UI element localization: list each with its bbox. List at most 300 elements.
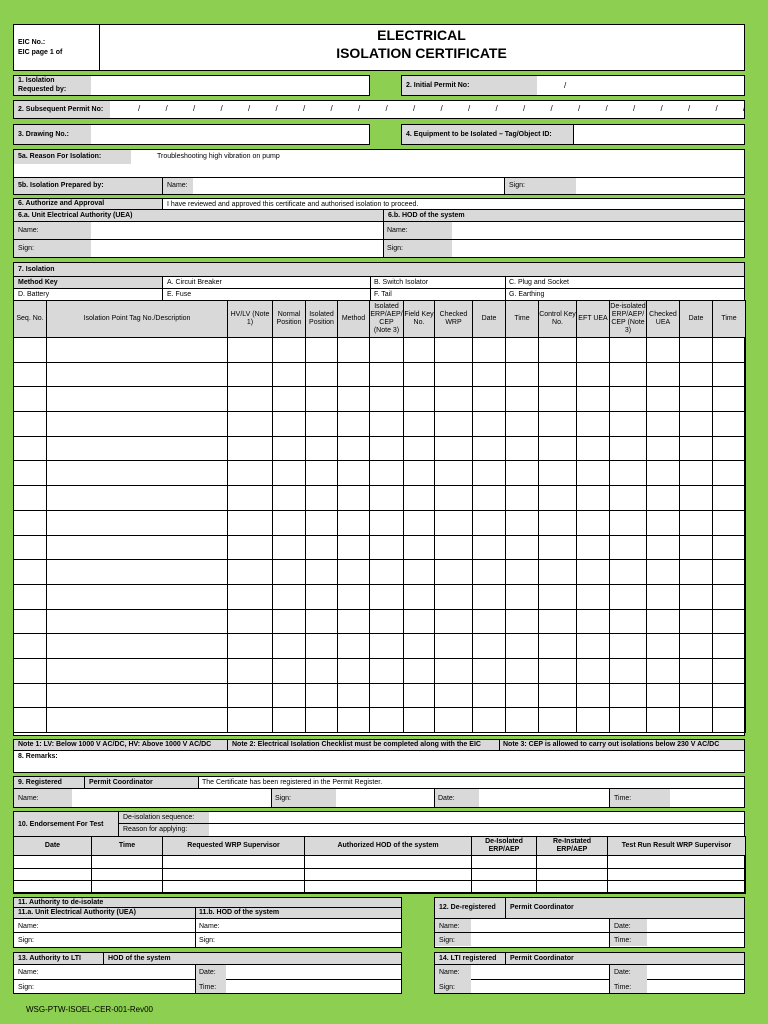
endorsement-cell[interactable] (305, 868, 472, 881)
isolation-cell[interactable] (338, 683, 370, 708)
isolation-cell[interactable] (539, 634, 577, 659)
isolation-cell[interactable] (404, 683, 435, 708)
isolation-cell[interactable] (435, 658, 473, 683)
deisolate-uea-name-field[interactable] (44, 919, 194, 932)
deisolate-hod-name-field[interactable] (226, 919, 401, 932)
endorsement-cell[interactable] (14, 881, 92, 894)
isolation-cell[interactable] (228, 683, 273, 708)
isolation-cell[interactable] (14, 683, 47, 708)
isolation-cell[interactable] (680, 436, 713, 461)
isolation-cell[interactable] (435, 362, 473, 387)
isolation-cell[interactable] (713, 658, 746, 683)
isolation-cell[interactable] (228, 362, 273, 387)
isolation-cell[interactable] (647, 486, 680, 511)
isolation-cell[interactable] (577, 510, 610, 535)
isolation-cell[interactable] (14, 436, 47, 461)
isolation-cell[interactable] (273, 486, 306, 511)
isolation-cell[interactable] (577, 461, 610, 486)
isolation-cell[interactable] (273, 708, 306, 733)
endorsement-cell[interactable] (305, 856, 472, 869)
isolation-cell[interactable] (228, 461, 273, 486)
isolation-cell[interactable] (338, 584, 370, 609)
isolation-cell[interactable] (610, 510, 647, 535)
drawing-field[interactable] (92, 125, 369, 144)
isolation-cell[interactable] (713, 362, 746, 387)
isolation-cell[interactable] (680, 412, 713, 437)
isolation-cell[interactable] (610, 362, 647, 387)
isolation-cell[interactable] (647, 683, 680, 708)
uea-sign-field[interactable] (92, 240, 383, 257)
isolation-cell[interactable] (404, 634, 435, 659)
isolation-cell[interactable] (539, 436, 577, 461)
isolation-cell[interactable] (306, 634, 338, 659)
isolation-cell[interactable] (306, 387, 338, 412)
isolation-cell[interactable] (610, 609, 647, 634)
isolation-cell[interactable] (435, 634, 473, 659)
isolation-cell[interactable] (680, 510, 713, 535)
isolation-cell[interactable] (577, 486, 610, 511)
isolation-cell[interactable] (713, 412, 746, 437)
isolation-cell[interactable] (647, 535, 680, 560)
endorsement-cell[interactable] (608, 856, 746, 869)
hod-name-field[interactable] (453, 222, 744, 239)
isolation-cell[interactable] (647, 708, 680, 733)
isolation-cell[interactable] (338, 486, 370, 511)
isolation-cell[interactable] (539, 584, 577, 609)
isolation-cell[interactable] (338, 708, 370, 733)
endorsement-cell[interactable] (472, 868, 537, 881)
isolation-cell[interactable] (610, 486, 647, 511)
isolation-cell[interactable] (404, 609, 435, 634)
isolation-cell[interactable] (370, 683, 404, 708)
isolation-cell[interactable] (680, 634, 713, 659)
isolation-cell[interactable] (273, 338, 306, 363)
endorsement-cell[interactable] (14, 856, 92, 869)
isolation-cell[interactable] (610, 683, 647, 708)
isolation-cell[interactable] (404, 338, 435, 363)
isolation-cell[interactable] (228, 510, 273, 535)
isolation-cell[interactable] (647, 609, 680, 634)
isolation-cell[interactable] (577, 560, 610, 585)
endorsement-cell[interactable] (472, 856, 537, 869)
isolation-cell[interactable] (539, 387, 577, 412)
isolation-cell[interactable] (14, 461, 47, 486)
isolation-cell[interactable] (680, 708, 713, 733)
endorsement-cell[interactable] (537, 868, 608, 881)
subsequent-permit-field[interactable] (111, 101, 744, 118)
deregistered-date-field[interactable] (648, 919, 744, 932)
isolation-cell[interactable] (228, 412, 273, 437)
isolation-cell[interactable] (338, 658, 370, 683)
isolation-cell[interactable] (273, 461, 306, 486)
isolation-cell[interactable] (273, 412, 306, 437)
isolation-cell[interactable] (713, 683, 746, 708)
isolation-cell[interactable] (370, 584, 404, 609)
isolation-cell[interactable] (506, 584, 539, 609)
isolation-cell[interactable] (273, 362, 306, 387)
isolation-cell[interactable] (713, 584, 746, 609)
isolation-cell[interactable] (577, 535, 610, 560)
isolation-cell[interactable] (47, 634, 228, 659)
isolation-cell[interactable] (680, 338, 713, 363)
isolation-cell[interactable] (539, 560, 577, 585)
isolation-cell[interactable] (228, 708, 273, 733)
isolation-cell[interactable] (338, 560, 370, 585)
hod-sign-field[interactable] (453, 240, 744, 257)
isolation-cell[interactable] (680, 584, 713, 609)
isolation-cell[interactable] (680, 560, 713, 585)
isolation-cell[interactable] (273, 436, 306, 461)
isolation-cell[interactable] (680, 387, 713, 412)
isolation-cell[interactable] (306, 338, 338, 363)
isolation-cell[interactable] (539, 362, 577, 387)
isolation-cell[interactable] (506, 436, 539, 461)
isolation-cell[interactable] (228, 436, 273, 461)
isolation-cell[interactable] (473, 412, 506, 437)
isolation-cell[interactable] (647, 560, 680, 585)
isolation-cell[interactable] (228, 387, 273, 412)
lti-registered-date-field[interactable] (648, 965, 744, 979)
isolation-cell[interactable] (435, 560, 473, 585)
isolation-cell[interactable] (370, 634, 404, 659)
isolation-cell[interactable] (435, 584, 473, 609)
isolation-cell[interactable] (680, 609, 713, 634)
isolation-cell[interactable] (577, 658, 610, 683)
isolation-cell[interactable] (435, 461, 473, 486)
endorsement-cell[interactable] (92, 881, 163, 894)
isolation-cell[interactable] (404, 510, 435, 535)
isolation-cell[interactable] (577, 412, 610, 437)
isolation-cell[interactable] (506, 560, 539, 585)
isolation-cell[interactable] (647, 584, 680, 609)
isolation-cell[interactable] (14, 634, 47, 659)
deregistered-sign-field[interactable] (472, 933, 609, 946)
deisolation-sequence-field[interactable] (210, 812, 744, 823)
isolation-cell[interactable] (610, 658, 647, 683)
isolation-cell[interactable] (14, 486, 47, 511)
isolation-cell[interactable] (506, 510, 539, 535)
isolation-cell[interactable] (539, 510, 577, 535)
isolation-cell[interactable] (306, 461, 338, 486)
isolation-cell[interactable] (14, 560, 47, 585)
isolation-cell[interactable] (228, 609, 273, 634)
registered-date-field[interactable] (480, 789, 609, 807)
isolation-cell[interactable] (680, 535, 713, 560)
isolation-cell[interactable] (647, 412, 680, 437)
isolation-cell[interactable] (47, 708, 228, 733)
isolation-cell[interactable] (435, 412, 473, 437)
isolation-cell[interactable] (404, 461, 435, 486)
isolation-cell[interactable] (539, 461, 577, 486)
isolation-cell[interactable] (14, 535, 47, 560)
isolation-cell[interactable] (306, 560, 338, 585)
isolation-requested-field[interactable] (92, 76, 369, 95)
isolation-cell[interactable] (306, 708, 338, 733)
lti-authority-date-field[interactable] (227, 965, 401, 979)
lti-registered-name-field[interactable] (472, 965, 609, 979)
endorsement-cell[interactable] (14, 868, 92, 881)
isolation-cell[interactable] (306, 510, 338, 535)
isolation-cell[interactable] (47, 412, 228, 437)
isolation-cell[interactable] (506, 387, 539, 412)
isolation-cell[interactable] (506, 683, 539, 708)
isolation-cell[interactable] (473, 486, 506, 511)
isolation-cell[interactable] (473, 560, 506, 585)
isolation-cell[interactable] (404, 658, 435, 683)
isolation-cell[interactable] (306, 609, 338, 634)
isolation-cell[interactable] (14, 387, 47, 412)
deisolate-hod-sign-field[interactable] (226, 933, 401, 946)
isolation-cell[interactable] (228, 584, 273, 609)
isolation-cell[interactable] (404, 535, 435, 560)
endorsement-cell[interactable] (163, 868, 305, 881)
isolation-cell[interactable] (647, 338, 680, 363)
isolation-cell[interactable] (404, 436, 435, 461)
endorsement-cell[interactable] (608, 881, 746, 894)
isolation-cell[interactable] (506, 535, 539, 560)
isolation-cell[interactable] (404, 362, 435, 387)
isolation-cell[interactable] (370, 560, 404, 585)
isolation-cell[interactable] (506, 412, 539, 437)
isolation-cell[interactable] (338, 535, 370, 560)
isolation-cell[interactable] (306, 362, 338, 387)
isolation-cell[interactable] (47, 461, 228, 486)
isolation-cell[interactable] (47, 658, 228, 683)
isolation-cell[interactable] (577, 634, 610, 659)
isolation-cell[interactable] (370, 362, 404, 387)
isolation-cell[interactable] (473, 535, 506, 560)
isolation-cell[interactable] (273, 683, 306, 708)
isolation-cell[interactable] (338, 338, 370, 363)
isolation-cell[interactable] (539, 609, 577, 634)
isolation-cell[interactable] (610, 436, 647, 461)
endorsement-cell[interactable] (472, 881, 537, 894)
isolation-cell[interactable] (370, 387, 404, 412)
registered-name-field[interactable] (73, 789, 271, 807)
lti-authority-time-field[interactable] (227, 980, 401, 993)
isolation-cell[interactable] (14, 708, 47, 733)
uea-name-field[interactable] (92, 222, 383, 239)
isolation-cell[interactable] (435, 609, 473, 634)
isolation-cell[interactable] (539, 338, 577, 363)
isolation-cell[interactable] (680, 486, 713, 511)
isolation-cell[interactable] (713, 560, 746, 585)
isolation-cell[interactable] (435, 683, 473, 708)
isolation-cell[interactable] (273, 535, 306, 560)
isolation-cell[interactable] (506, 461, 539, 486)
lti-authority-name-field[interactable] (44, 965, 194, 979)
isolation-cell[interactable] (610, 338, 647, 363)
endorsement-cell[interactable] (163, 856, 305, 869)
isolation-cell[interactable] (228, 560, 273, 585)
isolation-cell[interactable] (647, 387, 680, 412)
deregistered-time-field[interactable] (648, 933, 744, 946)
isolation-cell[interactable] (473, 634, 506, 659)
isolation-cell[interactable] (14, 338, 47, 363)
isolation-cell[interactable] (647, 362, 680, 387)
isolation-cell[interactable] (610, 634, 647, 659)
isolation-cell[interactable] (370, 535, 404, 560)
prepared-sign-field[interactable] (577, 178, 744, 194)
lti-registered-time-field[interactable] (648, 980, 744, 993)
prepared-name-field[interactable] (194, 178, 504, 194)
isolation-cell[interactable] (506, 658, 539, 683)
isolation-cell[interactable] (14, 510, 47, 535)
isolation-cell[interactable] (713, 387, 746, 412)
isolation-cell[interactable] (47, 338, 228, 363)
isolation-cell[interactable] (647, 461, 680, 486)
equipment-field[interactable] (574, 125, 744, 144)
isolation-cell[interactable] (306, 436, 338, 461)
isolation-cell[interactable] (473, 708, 506, 733)
isolation-cell[interactable] (306, 412, 338, 437)
isolation-cell[interactable] (306, 584, 338, 609)
isolation-cell[interactable] (713, 436, 746, 461)
isolation-cell[interactable] (647, 634, 680, 659)
isolation-cell[interactable] (680, 461, 713, 486)
endorsement-cell[interactable] (92, 868, 163, 881)
isolation-cell[interactable] (539, 658, 577, 683)
isolation-cell[interactable] (404, 486, 435, 511)
isolation-cell[interactable] (506, 634, 539, 659)
isolation-cell[interactable] (647, 658, 680, 683)
lti-registered-sign-field[interactable] (472, 980, 609, 993)
isolation-cell[interactable] (435, 436, 473, 461)
isolation-cell[interactable] (47, 584, 228, 609)
isolation-cell[interactable] (435, 708, 473, 733)
isolation-cell[interactable] (577, 609, 610, 634)
isolation-cell[interactable] (647, 510, 680, 535)
endorsement-cell[interactable] (92, 856, 163, 869)
lti-authority-sign-field[interactable] (44, 980, 194, 993)
isolation-cell[interactable] (14, 362, 47, 387)
isolation-cell[interactable] (273, 609, 306, 634)
initial-permit-field[interactable] (538, 76, 744, 95)
isolation-cell[interactable] (473, 584, 506, 609)
isolation-cell[interactable] (273, 634, 306, 659)
isolation-cell[interactable] (370, 510, 404, 535)
isolation-cell[interactable] (713, 510, 746, 535)
isolation-cell[interactable] (228, 658, 273, 683)
isolation-cell[interactable] (577, 436, 610, 461)
isolation-cell[interactable] (306, 683, 338, 708)
isolation-cell[interactable] (338, 609, 370, 634)
remarks-field[interactable] (74, 751, 744, 772)
isolation-cell[interactable] (47, 609, 228, 634)
isolation-cell[interactable] (47, 560, 228, 585)
isolation-cell[interactable] (338, 510, 370, 535)
isolation-cell[interactable] (47, 387, 228, 412)
isolation-cell[interactable] (404, 560, 435, 585)
isolation-cell[interactable] (473, 338, 506, 363)
isolation-cell[interactable] (577, 584, 610, 609)
isolation-cell[interactable] (610, 584, 647, 609)
isolation-cell[interactable] (506, 362, 539, 387)
endorsement-cell[interactable] (608, 868, 746, 881)
isolation-cell[interactable] (610, 461, 647, 486)
endorsement-cell[interactable] (537, 881, 608, 894)
isolation-cell[interactable] (713, 338, 746, 363)
isolation-cell[interactable] (404, 708, 435, 733)
isolation-cell[interactable] (404, 412, 435, 437)
isolation-cell[interactable] (370, 658, 404, 683)
endorsement-cell[interactable] (163, 881, 305, 894)
endorsement-cell[interactable] (305, 881, 472, 894)
isolation-cell[interactable] (473, 362, 506, 387)
isolation-cell[interactable] (680, 658, 713, 683)
isolation-cell[interactable] (473, 461, 506, 486)
isolation-cell[interactable] (539, 486, 577, 511)
isolation-cell[interactable] (539, 708, 577, 733)
isolation-cell[interactable] (473, 658, 506, 683)
isolation-cell[interactable] (680, 683, 713, 708)
isolation-cell[interactable] (273, 658, 306, 683)
isolation-cell[interactable] (338, 461, 370, 486)
isolation-cell[interactable] (713, 535, 746, 560)
isolation-cell[interactable] (435, 510, 473, 535)
isolation-cell[interactable] (338, 412, 370, 437)
deisolate-uea-sign-field[interactable] (44, 933, 194, 946)
isolation-cell[interactable] (273, 387, 306, 412)
isolation-cell[interactable] (338, 634, 370, 659)
isolation-cell[interactable] (306, 486, 338, 511)
isolation-cell[interactable] (370, 412, 404, 437)
reason-value[interactable]: Troubleshooting high vibration on pump (157, 153, 280, 160)
deregistered-name-field[interactable] (472, 919, 609, 932)
isolation-cell[interactable] (610, 708, 647, 733)
isolation-cell[interactable] (680, 362, 713, 387)
isolation-cell[interactable] (47, 510, 228, 535)
isolation-cell[interactable] (473, 510, 506, 535)
isolation-cell[interactable] (610, 560, 647, 585)
isolation-cell[interactable] (404, 387, 435, 412)
isolation-cell[interactable] (713, 708, 746, 733)
isolation-cell[interactable] (539, 535, 577, 560)
isolation-cell[interactable] (228, 634, 273, 659)
isolation-cell[interactable] (435, 387, 473, 412)
isolation-cell[interactable] (370, 486, 404, 511)
isolation-cell[interactable] (647, 436, 680, 461)
isolation-cell[interactable] (577, 387, 610, 412)
isolation-cell[interactable] (506, 338, 539, 363)
isolation-cell[interactable] (370, 338, 404, 363)
isolation-cell[interactable] (539, 683, 577, 708)
isolation-cell[interactable] (577, 362, 610, 387)
isolation-cell[interactable] (14, 584, 47, 609)
isolation-cell[interactable] (404, 584, 435, 609)
isolation-cell[interactable] (713, 486, 746, 511)
isolation-cell[interactable] (273, 510, 306, 535)
isolation-cell[interactable] (370, 461, 404, 486)
isolation-cell[interactable] (273, 584, 306, 609)
isolation-cell[interactable] (539, 412, 577, 437)
isolation-cell[interactable] (228, 338, 273, 363)
isolation-cell[interactable] (435, 486, 473, 511)
isolation-cell[interactable] (473, 387, 506, 412)
isolation-cell[interactable] (306, 658, 338, 683)
isolation-cell[interactable] (14, 658, 47, 683)
endorsement-cell[interactable] (537, 856, 608, 869)
isolation-cell[interactable] (713, 461, 746, 486)
isolation-cell[interactable] (577, 708, 610, 733)
isolation-cell[interactable] (610, 535, 647, 560)
isolation-cell[interactable] (435, 535, 473, 560)
isolation-cell[interactable] (506, 708, 539, 733)
isolation-cell[interactable] (473, 609, 506, 634)
isolation-cell[interactable] (370, 436, 404, 461)
isolation-cell[interactable] (713, 609, 746, 634)
isolation-cell[interactable] (47, 362, 228, 387)
